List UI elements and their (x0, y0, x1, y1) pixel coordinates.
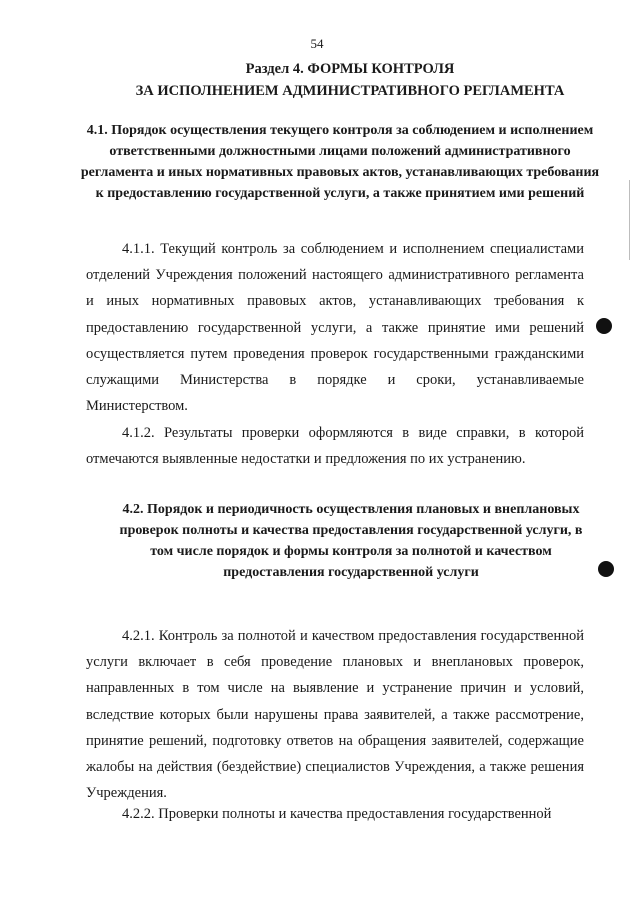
paragraph-4-1-1: 4.1.1. Текущий контроль за соблюдением и исполнением специалистами отделений Учреждения положений настоящего административного регламента и иных нормативных правовых актов, устанавливающих требования к предоставлению государственной услуги, а также принятие ими решений осуществляется путем проведения проверок государственными гражданскими служащими Министерства в порядке и сроки, устанавливаемые Министерством. (86, 241, 584, 415)
page-number: 54 (310, 36, 324, 51)
scan-edge-mark (629, 180, 630, 260)
binder-hole-mark (598, 561, 614, 577)
section-title (60, 58, 634, 102)
section-title-line1: Раздел 4. ФОРМЫ КОНТРОЛЯ (245, 61, 455, 77)
section-title-line2: ЗА ИСПОЛНЕНИЕМ АДМИНИСТРАТИВНОГО РЕГЛАМЕНТА (135, 83, 565, 99)
subsection-heading-4-1: 4.1. Порядок осуществления текущего контроля за соблюдением и исполнением ответственными должностными лицами положений административного регламента и иных нормативных правовых актов, устанавливающих требования к предоставлению государственной услуги, а также принятием ими решений (80, 123, 600, 201)
paragraph-4-2-1: 4.2.1. Контроль за полнотой и качеством предоставления государственной услуги включает в себя проведение плановых и внеплановых проверок, направленных в том числе на выявление и устранение причин и условий, вследствие которых были нарушены права заявителей, а также рассмотрение, принятие решений, подготовку ответов на обращения заявителей, содержащие жалобы на действия (бездействие) специалистов Учреждения, а также решения Учреждения. (86, 628, 584, 802)
paragraph-4-2-2: 4.2.2. Проверки полноты и качества предоставления государственной (122, 806, 552, 822)
binder-hole-mark (596, 318, 612, 334)
subsection-heading-4-2: 4.2. Порядок и периодичность осуществления плановых и внеплановых проверок полноты и качества предоставления государственной услуги, в том числе порядок и формы контроля за полнотой и качеством предоставления государственной услуги (119, 502, 583, 580)
paragraph-4-1-2: 4.1.2. Результаты проверки оформляются в виде справки, в которой отмечаются выявленные недостатки и предложения по их устранению. (86, 425, 584, 468)
